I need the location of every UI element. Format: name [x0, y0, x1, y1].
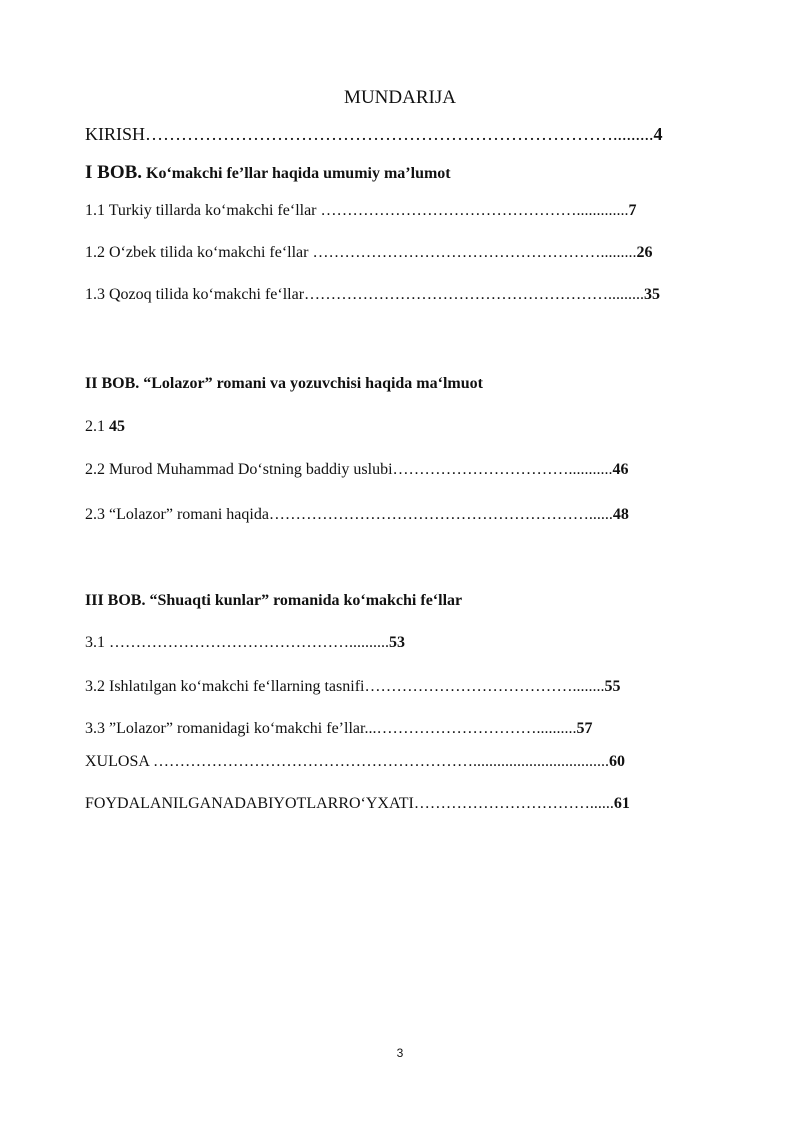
toc-entry	[85, 719, 592, 739]
toc-entry-label: 2.2 Murod Muhammad Do‘stning baddiy uslubi	[85, 461, 393, 478]
toc-leader: …………………………………………………………………….........	[145, 124, 654, 144]
toc-entry	[85, 505, 629, 525]
toc-leader: ……………………………...........	[392, 461, 613, 478]
toc-page-number: 46	[612, 461, 629, 478]
toc-entry	[85, 285, 660, 305]
toc-entry	[85, 201, 637, 221]
toc-leader: ……………………………………………………..................................	[153, 753, 610, 770]
toc-entry-label: XULOSA	[85, 753, 154, 770]
toc-entry	[85, 460, 629, 480]
toc-entry-label: FOYDALANILGANADABIYOTLARRO‘YXATI	[85, 795, 414, 812]
toc-leader: ……………………………………………………......	[268, 506, 613, 523]
chapter-lead: I BOB.	[85, 162, 143, 183]
chapter-heading-3: III BOB. “Shuaqti kunlar” romanida ko‘makchi fe‘llar	[85, 592, 463, 609]
toc-entry-label: 2.3 “Lolazor” romani haqida	[85, 506, 269, 523]
toc-leader: …………………………………........	[364, 678, 605, 695]
toc-page-number: 48	[612, 506, 629, 523]
toc-leader: ……………………………......	[413, 795, 614, 812]
toc-leader: …………………………..........	[376, 720, 577, 737]
toc-entry-label: 3.1	[85, 634, 109, 651]
chapter-title: Ko‘makchi fe’llar haqida umumiy ma’lumot	[146, 165, 451, 182]
toc-page-number: 35	[644, 286, 661, 303]
toc-page-number: 57	[576, 720, 593, 737]
toc-page-number: 55	[604, 678, 621, 695]
toc-page-number: 45	[109, 418, 125, 435]
toc-entry-label: 1.3 Qozoq tilida ko‘makchi fe‘llar	[85, 286, 305, 303]
toc-entry-kirish	[85, 124, 663, 144]
page-title: MUNDARIJA	[344, 87, 456, 108]
toc-leader: ………………………………………….............	[320, 202, 629, 219]
toc-entry-label: 3.2 Ishlatılgan ko‘makchi fe‘llarning tasnifi	[85, 678, 365, 695]
toc-entry	[85, 633, 405, 653]
toc-entry-label: 1.2 O‘zbek tilida ko‘makchi fe‘llar	[85, 244, 313, 261]
toc-page-number: 61	[613, 795, 630, 812]
toc-page-number: 53	[389, 634, 405, 651]
toc-page-number: 26	[636, 244, 653, 261]
toc-leader: ………………………………………………….........	[304, 286, 645, 303]
toc-entry-label: 3.3 ”Lolazor” romanidagi ko‘makchi fe’llar...	[85, 720, 377, 737]
toc-leader: ……………………………………………….........	[312, 244, 637, 261]
toc-page-number: 7	[628, 202, 637, 219]
toc-leader: ………………………………………..........	[109, 634, 389, 651]
toc-entry-label: 2.1	[85, 418, 109, 435]
toc-entry-references	[85, 794, 630, 814]
toc-page-number: 4	[653, 124, 663, 144]
chapter-heading-2: II BOB. “Lolazor” romani va yozuvchisi haqida ma‘lmuot	[85, 375, 483, 392]
toc-entry	[85, 243, 652, 263]
page-number: 3	[396, 1046, 404, 1060]
toc-entry	[85, 417, 125, 437]
toc-entry-label: KIRISH	[85, 124, 146, 144]
toc-page-number: 60	[609, 753, 626, 770]
toc-entry-xulosa	[85, 752, 625, 772]
chapter-heading-1	[85, 163, 451, 184]
toc-entry-label: 1.1 Turkiy tillarda ko‘makchi fe‘llar	[85, 202, 321, 219]
toc-entry	[85, 677, 620, 697]
